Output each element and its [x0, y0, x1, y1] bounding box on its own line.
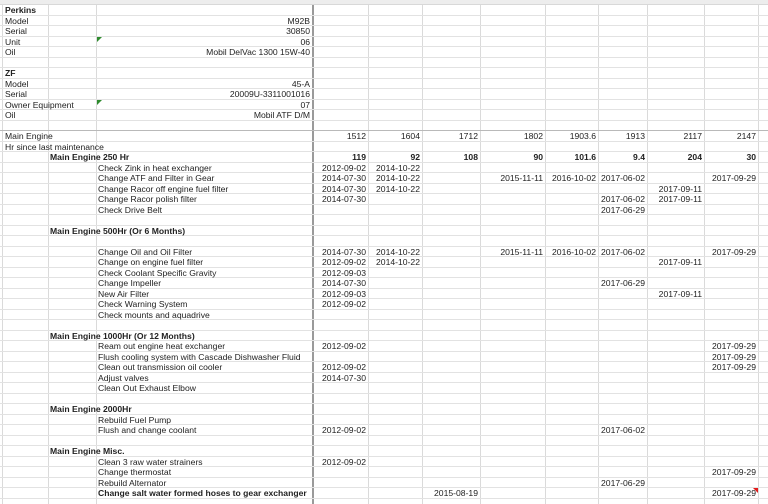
task-row[interactable] [0, 457, 768, 468]
date-cell[interactable]: 2014-07-30 [322, 183, 366, 194]
date-cell[interactable]: 2012-09-02 [322, 362, 366, 372]
info-row[interactable] [0, 37, 768, 48]
info-row[interactable] [0, 47, 768, 58]
task-name[interactable]: Clean Out Exhaust Elbow [98, 383, 196, 393]
task-name[interactable]: Change salt water formed hoses to gear exchanger [98, 488, 307, 498]
date-cell[interactable]: 2014-10-22 [376, 162, 420, 173]
section-header-row[interactable] [0, 5, 768, 16]
task-name[interactable]: Clean 3 raw water strainers [98, 456, 203, 467]
field-value[interactable]: Mobil ATF D/M [253, 110, 310, 120]
task-row[interactable] [0, 184, 768, 195]
task-row[interactable] [0, 278, 768, 289]
field-label[interactable]: Unit [5, 36, 21, 47]
date-cell[interactable]: 2017-06-29 [601, 278, 645, 288]
perkins-title[interactable]: Perkins [5, 5, 37, 15]
engine-hours-cell[interactable]: 2117 [683, 131, 702, 141]
engine-hours-cell[interactable]: 1913 [625, 131, 645, 141]
comment-indicator-icon[interactable] [97, 100, 102, 105]
task-name[interactable]: Change thermostat [98, 467, 172, 477]
date-cell[interactable]: 2017-09-29 [712, 351, 756, 362]
task-row[interactable] [0, 467, 768, 478]
task-name[interactable]: Change Impeller [98, 278, 162, 288]
field-value[interactable]: 07 [300, 99, 310, 110]
hr-since-row[interactable] [0, 142, 768, 153]
task-name[interactable]: Rebuild Alternator [98, 477, 167, 488]
field-value[interactable]: 30850 [286, 26, 310, 36]
task-name[interactable]: Change Racor polish filter [98, 194, 197, 204]
info-row[interactable] [0, 16, 768, 27]
info-row[interactable] [0, 110, 768, 121]
date-cell[interactable]: 2017-06-02 [601, 173, 645, 183]
spreadsheet-grid[interactable] [0, 5, 768, 499]
engine-hours-cell[interactable]: 1903.6 [569, 131, 596, 141]
empty-row[interactable] [0, 436, 768, 447]
empty-row[interactable] [0, 215, 768, 226]
empty-row[interactable] [0, 320, 768, 331]
info-row[interactable] [0, 89, 768, 100]
date-cell[interactable]: 2017-09-11 [658, 183, 702, 194]
hours-since-cell[interactable]: 204 [687, 152, 702, 162]
task-row[interactable] [0, 425, 768, 436]
date-cell[interactable]: 2014-10-22 [376, 246, 420, 257]
field-label[interactable]: Serial [5, 89, 27, 99]
date-cell[interactable]: 2012-09-02 [322, 341, 366, 351]
date-cell[interactable]: 2014-07-30 [322, 194, 366, 204]
hr-since-label[interactable]: Hr since last maintenance [5, 141, 104, 152]
section-title[interactable]: Main Engine 500Hr (Or 6 Months) [50, 225, 186, 236]
task-name[interactable]: Check mounts and aquadrive [98, 309, 210, 320]
engine-hours-cell[interactable]: 1802 [523, 131, 543, 141]
task-row[interactable] [0, 268, 768, 279]
task-row[interactable] [0, 163, 768, 174]
date-cell[interactable]: 2012-09-03 [322, 288, 366, 299]
main-engine-label[interactable]: Main Engine [5, 131, 53, 141]
section-title[interactable]: Main Engine 2000Hr [50, 404, 132, 414]
task-row[interactable] [0, 362, 768, 373]
info-row[interactable] [0, 100, 768, 111]
date-cell[interactable]: 2014-10-22 [376, 257, 420, 267]
task-name[interactable]: Rebuild Fuel Pump [98, 414, 172, 425]
empty-row[interactable] [0, 394, 768, 405]
section-title[interactable]: Main Engine 250 Hr [50, 152, 130, 162]
empty-row[interactable] [0, 121, 768, 132]
date-cell[interactable]: 2017-09-29 [712, 173, 756, 183]
date-cell[interactable]: 2015-08-19 [434, 488, 478, 498]
date-cell[interactable]: 2017-09-11 [658, 257, 702, 267]
date-cell[interactable]: 2014-10-22 [376, 173, 420, 183]
task-name[interactable]: Flush and change coolant [98, 425, 197, 435]
task-row[interactable] [0, 488, 768, 499]
date-cell[interactable]: 2017-06-29 [601, 204, 645, 215]
hours-since-cell[interactable]: 90 [533, 152, 543, 162]
field-label[interactable]: Serial [5, 26, 27, 36]
section-title[interactable]: Main Engine Misc. [50, 446, 125, 456]
comment-indicator-icon[interactable] [97, 37, 102, 42]
date-cell[interactable]: 2017-06-29 [601, 477, 645, 488]
field-value[interactable]: M92B [287, 15, 310, 26]
date-cell[interactable]: 2012-09-02 [322, 257, 366, 267]
task-row[interactable] [0, 373, 768, 384]
task-name[interactable]: New Air Filter [98, 288, 150, 299]
empty-row[interactable] [0, 236, 768, 247]
task-name[interactable]: Check Drive Belt [98, 204, 162, 215]
engine-hours-cell[interactable]: 1604 [400, 131, 420, 141]
task-row[interactable] [0, 289, 768, 300]
field-value[interactable]: 06 [300, 36, 310, 47]
task-row[interactable] [0, 415, 768, 426]
date-cell[interactable]: 2017-06-02 [601, 246, 645, 257]
date-cell[interactable]: 2014-07-30 [322, 246, 366, 257]
task-name[interactable]: Adjust valves [98, 372, 149, 383]
task-row[interactable] [0, 299, 768, 310]
hours-since-cell[interactable]: 119 [352, 152, 366, 162]
task-row[interactable] [0, 478, 768, 489]
date-cell[interactable]: 2012-09-02 [322, 299, 366, 309]
date-cell[interactable]: 2012-09-02 [322, 456, 366, 467]
field-value[interactable]: 45-A [291, 78, 310, 89]
date-cell[interactable]: 2017-09-11 [658, 288, 702, 299]
task-name[interactable]: Check Coolant Specific Gravity [98, 267, 217, 278]
field-label[interactable]: Oil [5, 47, 16, 57]
section-title-row[interactable] [0, 226, 768, 237]
hours-since-cell[interactable]: 101.6 [574, 152, 596, 162]
date-cell[interactable]: 2015-11-11 [500, 246, 543, 257]
section-header-row[interactable] [0, 68, 768, 79]
hours-since-cell[interactable]: 108 [463, 152, 478, 162]
task-name[interactable]: Ream out engine heat exchanger [98, 341, 226, 351]
error-indicator-icon[interactable] [753, 488, 758, 493]
date-cell[interactable]: 2016-10-02 [552, 173, 596, 183]
date-cell[interactable]: 2017-09-29 [712, 246, 756, 257]
field-label[interactable]: Oil [5, 110, 16, 120]
section-title[interactable]: Main Engine 1000Hr (Or 12 Months) [50, 330, 195, 341]
task-name[interactable]: Flush cooling system with Cascade Dishwasher Fluid [98, 351, 301, 362]
date-cell[interactable]: 2017-06-02 [601, 425, 645, 435]
info-row[interactable] [0, 79, 768, 90]
hours-since-cell[interactable]: 9.4 [633, 152, 645, 162]
date-cell[interactable]: 2014-07-30 [322, 278, 366, 288]
zf-title[interactable]: ZF [5, 68, 16, 78]
date-cell[interactable]: 2017-06-02 [601, 194, 645, 204]
engine-hours-cell[interactable]: 2147 [736, 131, 756, 141]
section-title-row[interactable] [0, 331, 768, 342]
engine-hours-cell[interactable]: 1512 [346, 131, 366, 141]
date-cell[interactable]: 2012-09-02 [322, 425, 366, 435]
date-cell[interactable]: 2014-07-30 [322, 372, 366, 383]
engine-hours-cell[interactable]: 1712 [458, 131, 478, 141]
hours-since-cell[interactable]: 92 [410, 152, 420, 162]
section-title-row[interactable] [0, 404, 768, 415]
field-label[interactable]: Model [5, 15, 29, 26]
date-cell[interactable]: 2017-09-29 [712, 341, 756, 351]
empty-row[interactable] [0, 58, 768, 69]
hours-since-cell[interactable]: 30 [746, 152, 756, 162]
task-row[interactable] [0, 341, 768, 352]
task-row[interactable] [0, 310, 768, 321]
date-cell[interactable]: 2017-09-11 [658, 194, 702, 204]
task-name[interactable]: Change Racor off engine fuel filter [98, 183, 229, 194]
main-engine-hours-row[interactable] [0, 131, 768, 142]
date-cell[interactable]: 2017-09-29 [712, 488, 756, 498]
task-name[interactable]: Change Oil and Oil Filter [98, 246, 193, 257]
field-label[interactable]: Owner Equipment [5, 99, 74, 110]
task-row[interactable] [0, 205, 768, 216]
task-row[interactable] [0, 194, 768, 205]
task-row[interactable] [0, 257, 768, 268]
task-row[interactable] [0, 247, 768, 258]
task-name[interactable]: Change on engine fuel filter [98, 257, 204, 267]
task-row[interactable] [0, 352, 768, 363]
section-title-row[interactable] [0, 152, 768, 163]
date-cell[interactable]: 2017-09-29 [712, 362, 756, 372]
section-title-row[interactable] [0, 446, 768, 457]
field-value[interactable]: 20009U-3311001016 [229, 89, 310, 99]
task-name[interactable]: Change ATF and Filter in Gear [98, 173, 215, 183]
date-cell[interactable]: 2012-09-02 [322, 162, 366, 173]
task-row[interactable] [0, 383, 768, 394]
field-value[interactable]: Mobil DelVac 1300 15W-40 [206, 47, 310, 57]
info-row[interactable] [0, 26, 768, 37]
task-row[interactable] [0, 173, 768, 184]
task-name[interactable]: Check Warning System [98, 299, 188, 309]
date-cell[interactable]: 2012-09-03 [322, 267, 366, 278]
task-name[interactable]: Clean out transmission oil cooler [98, 362, 223, 372]
date-cell[interactable]: 2014-10-22 [376, 183, 420, 194]
date-cell[interactable]: 2015-11-11 [500, 173, 543, 183]
date-cell[interactable]: 2017-09-29 [712, 467, 756, 477]
date-cell[interactable]: 2016-10-02 [552, 246, 596, 257]
date-cell[interactable]: 2014-07-30 [322, 173, 366, 183]
task-name[interactable]: Check Zink in heat exchanger [98, 162, 212, 173]
field-label[interactable]: Model [5, 78, 29, 89]
